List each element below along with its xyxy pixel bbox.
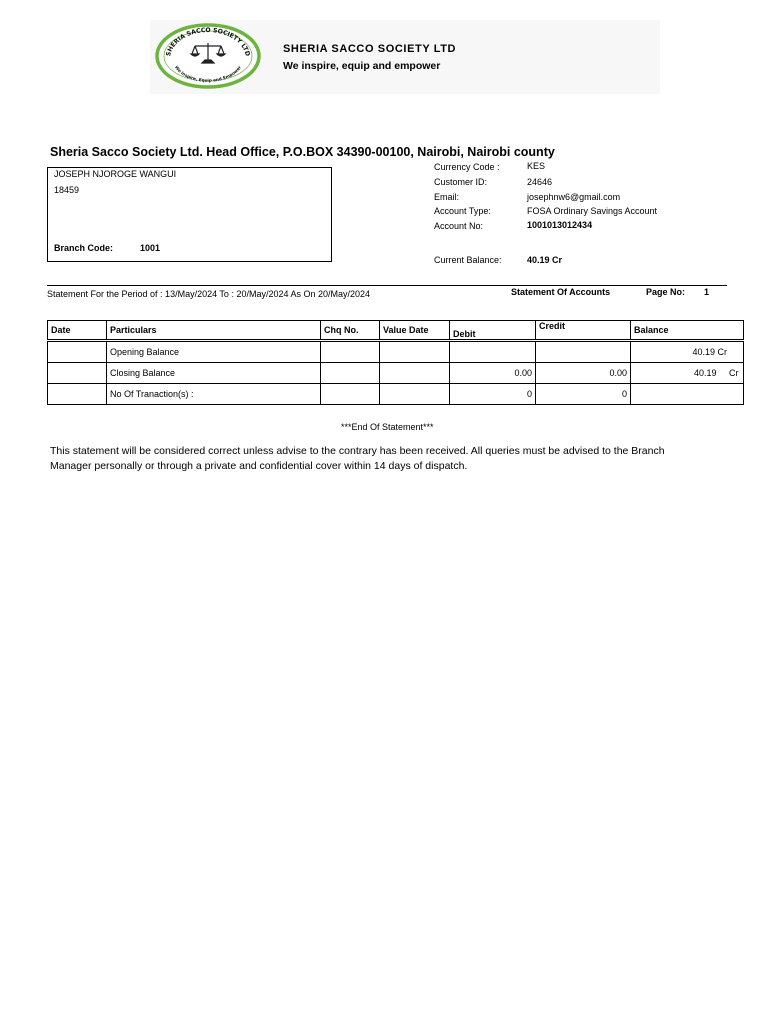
customer-id-value: 24646: [527, 177, 553, 187]
org-tagline: We inspire, equip and empower: [283, 60, 441, 72]
col-header-value-date: Value Date: [380, 321, 450, 340]
transactions-count-label: No Of Tranaction(s) :: [107, 384, 321, 405]
org-name: SHERIA SACCO SOCIETY LTD: [283, 43, 457, 55]
branch-code-label: Branch Code:: [54, 243, 114, 253]
closing-credit: 0.00: [536, 363, 631, 384]
customer-number: 18459: [54, 185, 80, 195]
closing-balance-label: Closing Balance: [107, 363, 321, 384]
currency-code-value: KES: [527, 161, 546, 171]
divider-line: [47, 285, 727, 286]
email-value: josephnw6@gmail.com: [527, 192, 621, 202]
current-balance-value: 40.19 Cr: [527, 255, 563, 265]
col-header-credit: Credit: [536, 321, 631, 340]
statement-period: Statement For the Period of : 13/May/2024 To : 20/May/2024 As On 20/May/2024: [47, 289, 371, 299]
logo-ring-bottom-text: We inspire, Equip and Empower: [173, 64, 242, 83]
page-no-value: 1: [704, 287, 710, 297]
statement-title: Statement Of Accounts: [511, 287, 611, 297]
account-no-label: Account No:: [434, 221, 484, 231]
current-balance-label: Current Balance:: [434, 255, 502, 265]
end-of-statement: ***End Of Statement***: [341, 422, 434, 432]
closing-debit: 0.00: [450, 363, 536, 384]
col-header-debit: Debit: [450, 321, 536, 340]
col-header-chq-no: Chq No.: [321, 321, 380, 340]
branch-code-value: 1001: [140, 243, 161, 253]
closing-balance-suffix: Cr: [729, 368, 739, 378]
table-row: [48, 342, 744, 363]
table-header-row: [48, 321, 744, 340]
logo-ring-top-text: SHERIA SACCO SOCIETY LTD: [165, 27, 251, 58]
table-row: [48, 363, 744, 384]
closing-balance-value: 40.19: [693, 368, 717, 378]
transactions-credit: 0: [536, 384, 631, 405]
head-office-address: Sheria Sacco Society Ltd. Head Office, P.O.BOX 34390-00100, Nairobi, Nairobi county: [50, 145, 555, 159]
col-header-date: Date: [48, 321, 107, 340]
currency-code-label: Currency Code :: [434, 162, 500, 172]
customer-id-label: Customer ID:: [434, 177, 488, 187]
col-header-particulars: Particulars: [107, 321, 321, 340]
transactions-debit: 0: [450, 384, 536, 405]
account-no-value: 1001013012434: [527, 220, 593, 230]
opening-balance-value: 40.19 Cr: [631, 342, 744, 363]
statement-table: [47, 320, 744, 405]
col-header-balance: Balance: [631, 321, 744, 340]
customer-name: JOSEPH NJOROGE WANGUI: [54, 169, 177, 179]
sacco-logo: [155, 23, 261, 89]
account-type-label: Account Type:: [434, 206, 491, 216]
table-row: [48, 384, 744, 405]
page-no-label: Page No:: [646, 287, 686, 297]
account-type-value: FOSA Ordinary Savings Account: [527, 206, 658, 216]
opening-balance-label: Opening Balance: [107, 342, 321, 363]
disclaimer-text: This statement will be considered correct unless advise to the contrary has been received. All queries must be advised to the Branch Manager personally or through a private and confidential cover within 14 days of dispatch.: [50, 445, 665, 472]
email-label: Email:: [434, 192, 460, 202]
